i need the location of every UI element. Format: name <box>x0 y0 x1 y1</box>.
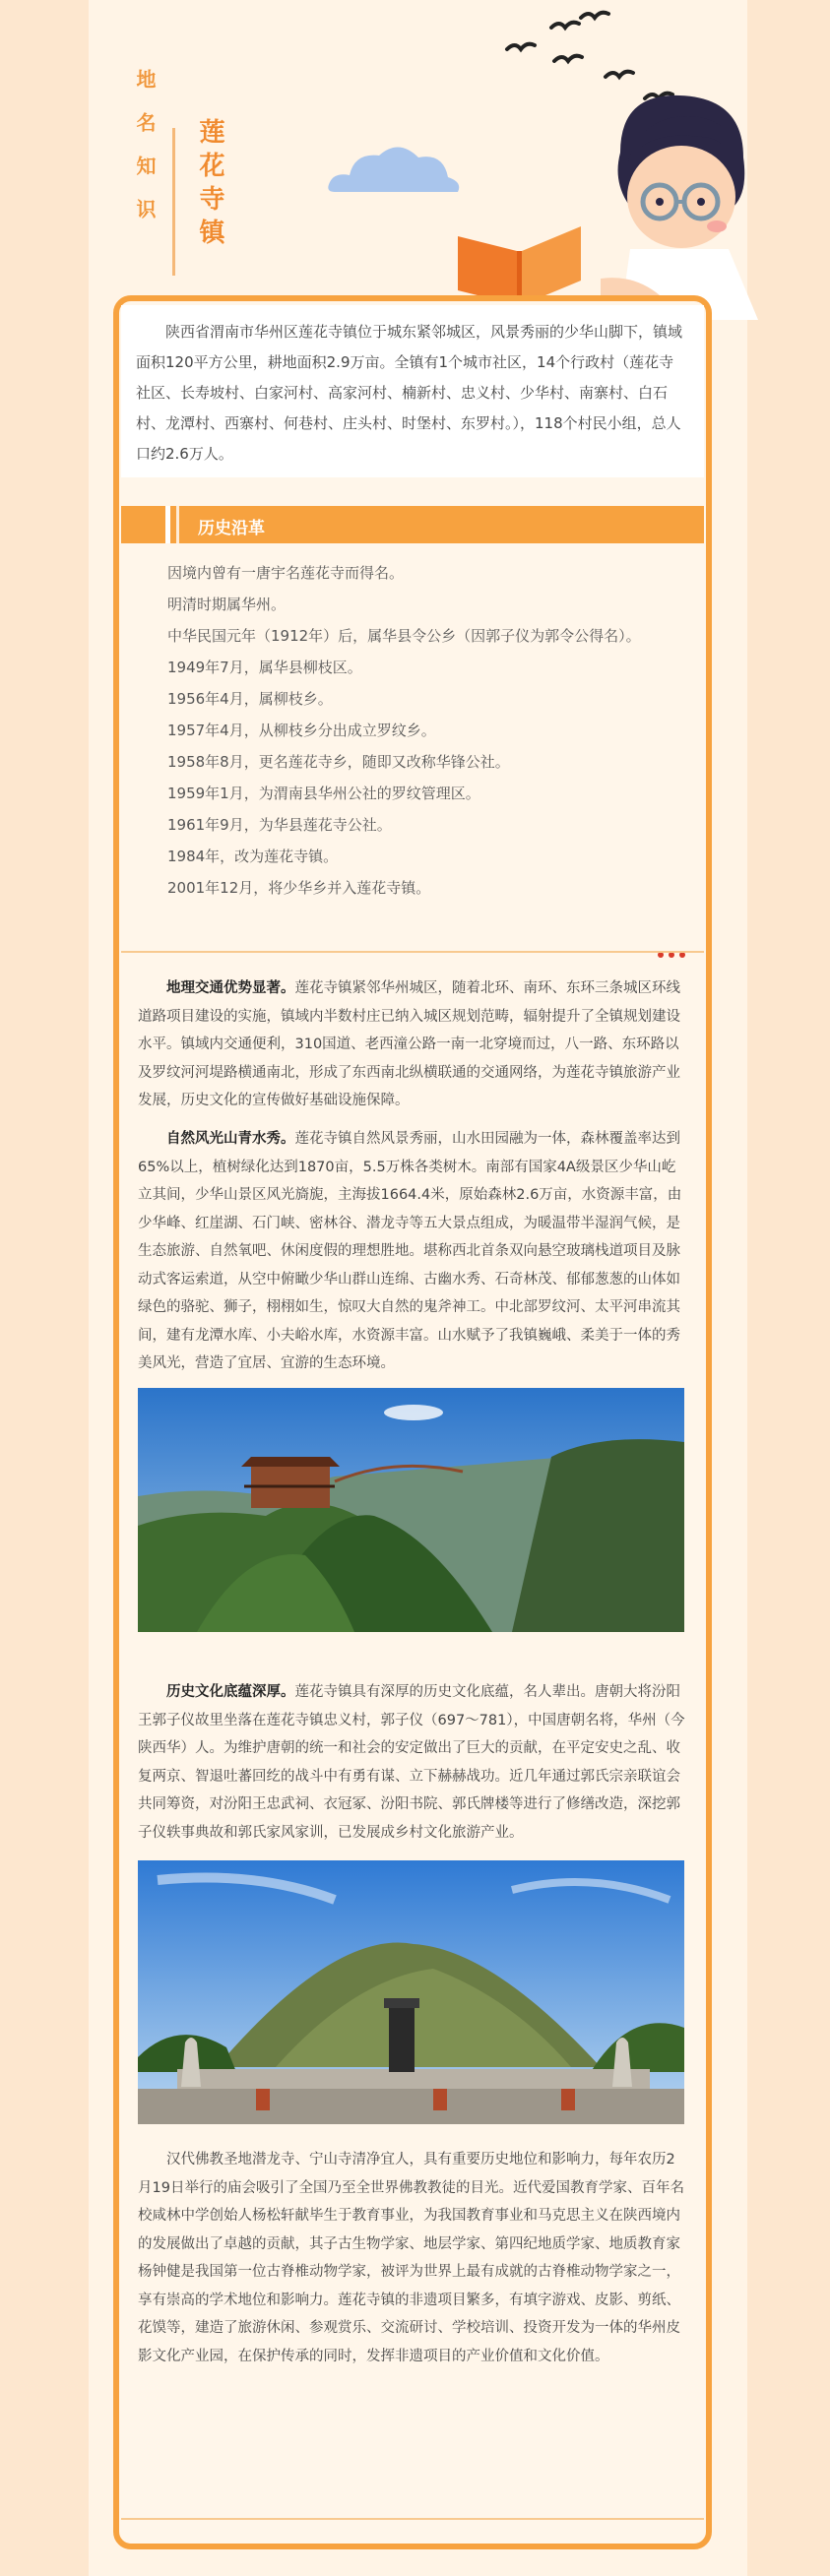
history-item: 明清时期属华州。 <box>167 596 287 613</box>
history-section-title: 历史沿革 <box>198 519 265 538</box>
history-item: 中华民国元年（1912年）后，属华县令公乡（因郭子仪为郭令公得名）。 <box>167 627 641 645</box>
history-item: 1949年7月，属华县柳枝区。 <box>167 659 362 676</box>
cloud-icon <box>325 138 463 197</box>
section-divider <box>121 951 704 953</box>
history-item: 1984年，改为莲花寺镇。 <box>167 848 339 865</box>
history-item: 因境内曾有一唐宇名莲花寺而得名。 <box>167 564 405 582</box>
history-item: 1957年4月，从柳枝乡分出成立罗纹乡。 <box>167 722 436 739</box>
paragraph-lead: 自然风光山青水秀。 <box>166 1131 295 1147</box>
history-item: 1959年1月，为渭南县华州公社的罗纹管理区。 <box>167 785 480 802</box>
history-list <box>138 557 689 904</box>
book-icon <box>453 217 591 305</box>
history-item: 2001年12月，将少华乡并入莲花寺镇。 <box>167 879 431 897</box>
reader-child-illustration <box>601 84 758 320</box>
history-item: 1956年4月，属柳枝乡。 <box>167 690 333 708</box>
title-divider <box>172 128 175 276</box>
paragraph-lead: 地理交通优势显著。 <box>166 980 295 996</box>
heritage-paragraph: 汉代佛教圣地潜龙寺、宁山寺清净宜人，具有重要历史地位和影响力，每年农历2月19日举行的庙会吸引了全国乃至全世界佛教教徒的目光。近代爱国教育学家、百年名校咸林中学创始人杨松轩献毕生于教育事业，为我国教育事业和马克思主义在陕西境内的发展做出了卓越的贡献，其子古生物学家、地层学家、第四纪地质学家、地质教育家杨钟健是我国第一位古脊椎动物学家，被评为世界上最有成就的古脊椎动物学家之一，享有崇高的学术地位和影响力。莲花寺镇的非遗项目繁多，有填字游戏、皮影、剪纸、花馍等，建造了旅游休闲、参观赏乐、交流研讨、学校培训、投资开发为一体的华州皮影文化产业园，在保护传承的同时，发挥非遗项目的产业价值和文化价值。 <box>138 2152 684 2364</box>
header-stripe <box>176 506 179 543</box>
category-title: 地名知识 <box>133 69 157 242</box>
guo-ziyi-tomb-photo <box>138 1860 684 2124</box>
scenery-paragraph <box>138 1125 689 1378</box>
transport-paragraph <box>138 974 689 1115</box>
paragraph-lead: 历史文化底蕴深厚。 <box>166 1684 295 1700</box>
page-title: 莲花寺镇 <box>195 118 224 252</box>
left-band <box>0 0 89 2576</box>
paragraph-body: 莲花寺镇自然风景秀丽，山水田园融为一体，森林覆盖率达到65%以上，植树绿化达到1870亩，5.5万株各类树木。南部有国家4A级景区少华山屹立其间，少华山景区风光旖旎，主海拔1664.4米，原始森林2.6万亩，水资源丰富，由少华峰、红崖湖、石门峡、密林谷、潜龙寺等五大景点组成，为暖温带半湿润气候，是生态旅游、自然氧吧、休闲度假的理想胜地。堪称西北首条双向悬空玻璃栈道项目及脉动式客运索道，从空中俯瞰少华山群山连绵、古幽水秀、石奇林茂、郁郁葱葱的山体如绿色的骆驼、狮子，栩栩如生，惊叹大自然的鬼斧神工。中北部罗纹河、太平河串流其间，建有龙潭水库、小夫峪水库，水资源丰富。山水赋予了我镇巍峨、柔美于一体的秀美风光，营造了宜居、宜游的生态环境。 <box>138 1131 682 1371</box>
paragraph-body: 莲花寺镇具有深厚的历史文化底蕴，名人辈出。唐朝大将汾阳王郭子仪故里坐落在莲花寺镇忠义村，郭子仪（697～781），中国唐朝名将，华州（今陕西华）人。为维护唐朝的统一和社会的安定做出了巨大的贡献，在平定安史之乱、收复两京、智退吐蕃回纥的战斗中有勇有谋、立下赫赫战功。近几年通过郭氏宗亲联谊会共同筹资，对汾阳王忠武祠、衣冠冢、汾阳书院、郭氏牌楼等进行了修缮改造，深挖郭子仪轶事典故和郭氏家风家训，已发展成乡村文化旅游产业。 <box>138 1684 685 1841</box>
culture-paragraph <box>138 1678 689 1847</box>
mountain-pavilion-photo <box>138 1388 684 1632</box>
header-stripe <box>165 506 170 543</box>
history-item: 1961年9月，为华县莲花寺公社。 <box>167 816 392 834</box>
intro-paragraph: 陕西省渭南市华州区莲花寺镇位于城东紧邻城区，风景秀丽的少华山脚下，镇域面积120平方公里，耕地面积2.9万亩。全镇有1个城市社区，14个行政村（莲花寺社区、长寿坡村、白家河村、高家河村、楠新村、忠义村、少华村、南寨村、白石村、龙潭村、西寨村、何巷村、庄头村、时堡村、东罗村。），118个村民小组，总人口约2.6万人。 <box>136 323 683 463</box>
history-item: 1958年8月，更名莲花寺乡，随即又改称华锋公社。 <box>167 753 510 771</box>
paragraph-body: 莲花寺镇紧邻华州城区，随着北环、南环、东环三条城区环线道路项目建设的实施，镇域内半数村庄已纳入城区规划范畴，辐射提升了全镇规划建设水平。镇域内交通便利，310国道、老西潼公路一南一北穿境而过，八一路、东环路以及罗纹河河堤路横通南北，形成了东西南北纵横联通的交通网络，为莲花寺镇旅游产业发展，历史文化的宣传做好基础设施保障。 <box>138 980 680 1108</box>
history-section-header <box>121 506 704 543</box>
bottom-divider <box>121 2518 704 2520</box>
